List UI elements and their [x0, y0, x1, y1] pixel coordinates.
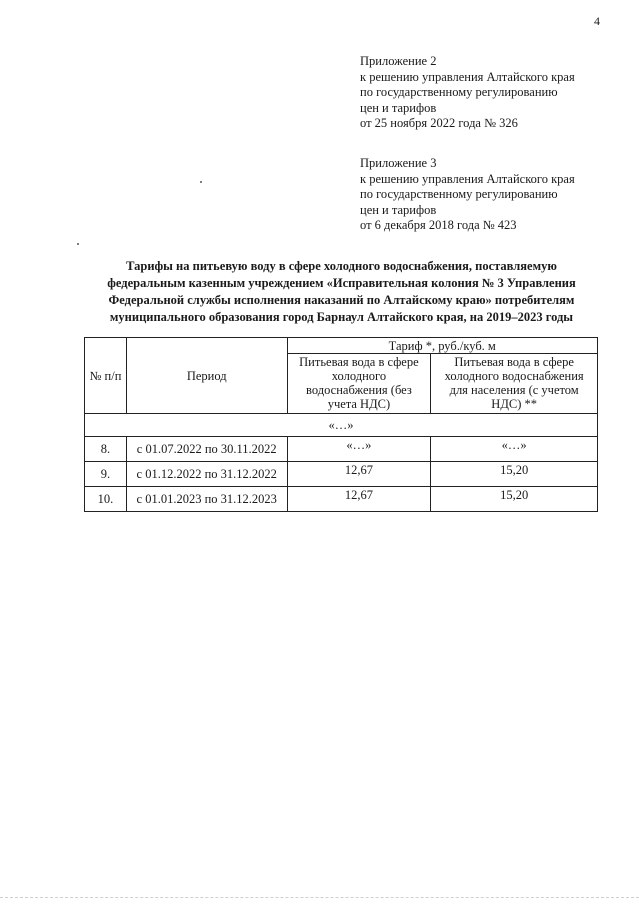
title-line: муниципального образования город Барнаул Алтайского края, на 2019–2023 годы — [109, 310, 574, 324]
appendix-original-line: к решению управления Алтайского края — [360, 171, 575, 186]
row-period: с 01.07.2022 по 30.11.2022 — [126, 437, 287, 462]
omitted-rows-marker: «…» — [85, 414, 598, 437]
tariff-table — [84, 337, 598, 512]
appendix-current-line: по государственному регулированию — [360, 85, 558, 99]
row-number: 8. — [85, 437, 127, 462]
row-population: 15,20 — [431, 487, 598, 512]
header-tariff: Тариф *, руб./куб. м — [287, 338, 597, 354]
row-period: с 01.01.2023 по 31.12.2023 — [126, 487, 287, 512]
title-line: Тарифы на питьевую воду в сфере холодного водоснабжения, поставляемую — [126, 259, 557, 273]
document-title — [84, 258, 599, 326]
header-population: Питьевая вода в сфере холодного водоснабжения для населения (с учетом НДС) ** — [431, 354, 598, 414]
appendix-original-header — [360, 156, 575, 234]
row-no-vat: 12,67 — [287, 462, 431, 487]
header-no-vat: Питьевая вода в сфере холодного водоснабжения (без учета НДС) — [287, 354, 431, 414]
appendix-original-line: от 6 декабря 2018 года № 423 — [360, 218, 517, 232]
appendix-current-line: Приложение 2 — [360, 54, 437, 68]
table-row — [85, 462, 598, 487]
scan-speck — [200, 181, 202, 183]
title-line: федеральным казенным учреждением «Исправительная колония № 3 Управления — [107, 276, 576, 290]
row-period: с 01.12.2022 по 31.12.2022 — [126, 462, 287, 487]
appendix-current-line: к решению управления Алтайского края — [360, 69, 575, 84]
title-line: Федеральной службы исполнения наказаний по Алтайскому краю» потребителям — [108, 293, 575, 307]
row-population: 15,20 — [431, 462, 598, 487]
row-population: «…» — [431, 437, 598, 462]
row-number: 10. — [85, 487, 127, 512]
scan-speck — [77, 243, 79, 245]
page-number: 4 — [594, 14, 600, 28]
appendix-original-line: Приложение 3 — [360, 156, 437, 170]
appendix-current-line: цен и тарифов — [360, 100, 437, 115]
appendix-original-line: цен и тарифов — [360, 202, 437, 217]
appendix-original-line: по государственному регулированию — [360, 187, 558, 201]
header-period: Период — [126, 338, 287, 414]
table-row — [85, 437, 598, 462]
row-no-vat: 12,67 — [287, 487, 431, 512]
header-number: № п/п — [85, 338, 127, 414]
row-no-vat: «…» — [287, 437, 431, 462]
page-bottom-edge — [0, 897, 639, 898]
appendix-current-header — [360, 54, 575, 132]
table-row — [85, 487, 598, 512]
appendix-current-line: от 25 ноября 2022 года № 326 — [360, 116, 518, 130]
row-number: 9. — [85, 462, 127, 487]
